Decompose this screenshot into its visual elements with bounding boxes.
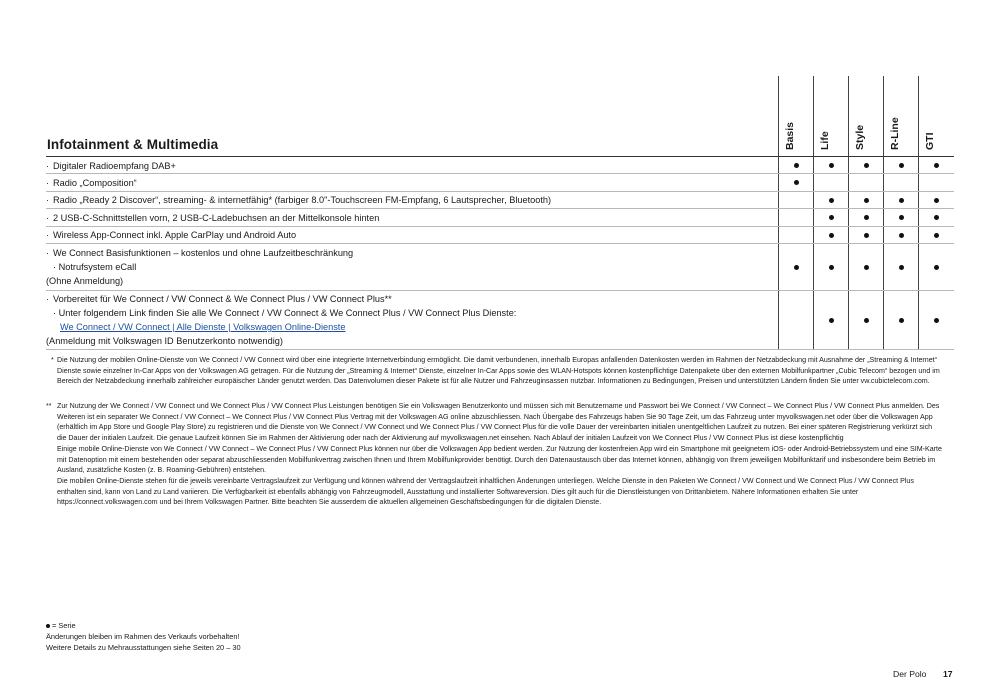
standard-dot-icon — [934, 163, 939, 168]
legend-disclaimer: Änderungen bleiben im Rahmen des Verkaufs vorbehalten! — [46, 631, 240, 641]
standard-dot-icon — [864, 198, 869, 203]
row-divider — [46, 191, 954, 192]
standard-dot-icon — [899, 215, 904, 220]
standard-dot-icon — [864, 163, 869, 168]
standard-dot-icon — [46, 624, 50, 628]
footnote-text: Zur Nutzung der We Connect / VW Connect und We Connect Plus / VW Connect Plus Leistungen benötigen Sie ein Volkswagen Benutzerkonto und müssen sich mit Benutzername und Passwort bei We Connect / VW Connect – We Connect Plus / VW Connect Plus anmelden. Des Weiteren ist ein separater We Connect / VW Connect – We Connect Plus / VW Connect Plus Vertrag mit der Volkswagen AG online abzuschliessen. Nach Übergabe des Fahrzeugs haben Sie 90 Tage Zeit, um das Fahrzeug unter myvolkswagen.net oder über die Volkswagen App (erhältlich im App Store und Google Play Store) zu registrieren und die Dienste von We Connect / VW Connect und We Connect Plus / VW Connect Plus für die volle Dauer der vereinbarten initialen unentgeltlichen Laufzeit zu nutzen. Bei einer späteren Registrierung verkürzt sich die Dauer der initialen Laufzeit. Die genaue Laufzeit können Sie im Rahmen der Aktivierung oder nach der Aktivierung auf myvolkswagen.net einsehen. Nach Ablauf der initialen Laufzeit von We Connect Plus / VW Connect Plus ist diese kostenpflichtig — [57, 402, 940, 443]
page-number: 17 — [943, 669, 953, 679]
footnote-star — [51, 355, 943, 387]
footnote-mark: * — [51, 356, 54, 364]
column-divider — [813, 76, 814, 350]
standard-dot-icon — [934, 233, 939, 238]
standard-dot-icon — [864, 233, 869, 238]
standard-dot-icon — [864, 265, 869, 270]
row-label: Digitaler Radioempfang DAB+ — [53, 161, 176, 171]
table-row: · Wireless App-Connect inkl. Apple CarPlay und Android Auto — [46, 230, 297, 240]
table-row: · Radio „Ready 2 Discover“, streaming- & internetfähig* (farbiger 8.0"-Touchscreen FM-Empfang, 6 Lautsprecher, Bluetooth) — [46, 195, 552, 205]
footnote-mark: ** — [46, 402, 52, 410]
footnote-double-star — [46, 401, 943, 508]
standard-dot-icon — [899, 318, 904, 323]
table-row: · Digitaler Radioempfang DAB+ — [46, 161, 176, 171]
standard-dot-icon — [934, 265, 939, 270]
row-label: Vorbereitet für We Connect / VW Connect & We Connect Plus / VW Connect Plus** — [53, 294, 392, 304]
row-divider — [46, 208, 954, 209]
standard-dot-icon — [864, 215, 869, 220]
column-divider — [918, 76, 919, 350]
row-note: (Ohne Anmeldung) — [46, 276, 124, 286]
standard-dot-icon — [829, 215, 834, 220]
row-label: Radio „Composition“ — [53, 178, 137, 188]
row-divider — [46, 243, 954, 244]
standard-dot-icon — [829, 163, 834, 168]
row-sublabel: Unter folgendem Link finden Sie alle We Connect / VW Connect & We Connect Plus / VW Connect Plus Dienste: — [58, 308, 517, 318]
header-rule — [46, 156, 954, 157]
row-label: We Connect Basisfunktionen – kostenlos und ohne Laufzeitbeschränkung — [53, 248, 354, 258]
standard-dot-icon — [899, 265, 904, 270]
footnote-text: Die mobilen Online-Dienste stehen für die jeweils vereinbarte Vertragslaufzeit zur Verfügung und können während der Vertragslaufzeit inhaltlichen Änderungen unterliegen. Welche Dienste in den Paketen We Connect / VW Connect und We Connect Plus / VW Connect Plus enthalten sind, kann von Land zu Land variieren. Die Verfügbarkeit ist ebenfalls abhängig von Fahrzeugmodell, Ausstattung und installierter Softwareversion. Dies gilt auch für die Dienstleistungen von Drittanbietern. Nähere Informationen erhalten Sie unter https://connect.volkswagen.com und bei Ihrem Volkswagen Partner. Bitte beachten Sie ausserdem die aktuellen allgemeinen Geschäftsbedingungen für die digitalen Dienste. — [57, 476, 914, 507]
row-label: Radio „Ready 2 Discover“, streaming- & internetfähig* (farbiger 8.0"-Touchscreen FM-Empfang, 6 Lautsprecher, Bluetooth) — [53, 195, 552, 205]
table-bottom-rule — [46, 349, 954, 350]
row-sublabel: Notrufsystem eCall — [58, 262, 137, 272]
standard-dot-icon — [934, 198, 939, 203]
row-label: 2 USB-C-Schnittstellen vorn, 2 USB-C-Ladebuchsen an der Mittelkonsole hinten — [53, 213, 380, 223]
standard-dot-icon — [864, 318, 869, 323]
column-divider — [778, 76, 779, 350]
legend — [46, 621, 241, 653]
table-row: · We Connect Basisfunktionen – kostenlos und ohne Laufzeitbeschränkung · Notrufsystem eCall (Ohne Anmeldung) — [46, 248, 354, 286]
row-divider — [46, 290, 954, 291]
standard-dot-icon — [829, 318, 834, 323]
standard-dot-icon — [899, 198, 904, 203]
row-divider — [46, 173, 954, 174]
column-divider — [848, 76, 849, 350]
legend-details: Weitere Details zu Mehrausstattungen siehe Seiten 20 – 30 — [46, 642, 241, 652]
footer-model: Der Polo — [893, 669, 927, 679]
standard-dot-icon — [829, 265, 834, 270]
table-row: · Radio „Composition“ — [46, 178, 137, 188]
standard-dot-icon — [829, 198, 834, 203]
standard-dot-icon — [934, 215, 939, 220]
row-divider — [46, 226, 954, 227]
section-title: Infotainment & Multimedia — [47, 137, 219, 152]
standard-dot-icon — [794, 163, 799, 168]
online-services-link[interactable]: We Connect / VW Connect | Alle Dienste | Volkswagen Online-Dienste — [60, 322, 346, 332]
column-divider — [883, 76, 884, 350]
standard-dot-icon — [934, 318, 939, 323]
legend-serie: = Serie — [52, 621, 76, 630]
standard-dot-icon — [794, 265, 799, 270]
standard-dot-icon — [899, 163, 904, 168]
standard-dot-icon — [794, 180, 799, 185]
table-row: · 2 USB-C-Schnittstellen vorn, 2 USB-C-Ladebuchsen an der Mittelkonsole hinten — [46, 213, 380, 223]
row-label: Wireless App-Connect inkl. Apple CarPlay und Android Auto — [53, 230, 297, 240]
standard-dot-icon — [829, 233, 834, 238]
table-row: · Vorbereitet für We Connect / VW Connect & We Connect Plus / VW Connect Plus** · Unter folgendem Link finden Sie alle We Connect / VW Connect & We Connect Plus / VW Connect Plus Dienste: We Connect / VW Connect | Alle Dienste | Volkswagen Online-Dienste (Anmeldung mit Volkswagen ID Benutzerkonto notwendig) — [46, 294, 517, 346]
footnote-text: Die Nutzung der mobilen Online-Dienste von We Connect / VW Connect wird über eine integrierte Internetverbindung ermöglicht. Die damit verbundenen, innerhalb Europas anfallenden Datenkosten werden im Rahmen der Netzabdeckung mit Ausnahme der „Streaming & Internet“ Dienste sowie einzelner In-Car Apps von der Volkswagen AG getragen. Für die Nutzung der „Streaming & Internet“ Dienste, einzelner In-Car Apps sowie des WLAN-Hotspots können kostenpflichtige Datenpakete über den externen Mobilfunkpartner „Cubic Telecom“ bezogen und im Bereich der Netzabdeckung innerhalb zahlreicher europäischer Länder genutzt werden. Das Datenvolumen dieser Pakete ist für alle Nutzer und Fahrzeuginsassen nutzbar. Informationen zu Bedingungen, Preisen und unterstützten Ländern finden Sie unter vw.cubictelecom.com. — [57, 356, 940, 386]
footnote-text: Einige mobile Online-Dienste von We Connect / VW Connect – We Connect Plus / VW Connect Plus können nur über die Volkswagen App bedient werden. Zur Nutzung der kostenfreien App wird ein Smartphone mit geeignetem iOS- oder Android-Betriebssystem und eine SIM-Karte mit Datenoption mit einem bestehenden oder separat abzuschliessenden Mobilfunkvertrag zwischen Ihnen und Ihrem Mobilfunkprovider benötigt. Durch den Datenaustausch über das Internet können, abhängig von Ihrem jeweiligen Mobilfunktarif und insbesondere beim Betrieb im Ausland, zusätzliche Kosten (z. B. Roaming-Gebühren) entstehen. — [57, 444, 942, 475]
standard-dot-icon — [899, 233, 904, 238]
row-note: (Anmeldung mit Volkswagen ID Benutzerkonto notwendig) — [46, 336, 283, 346]
